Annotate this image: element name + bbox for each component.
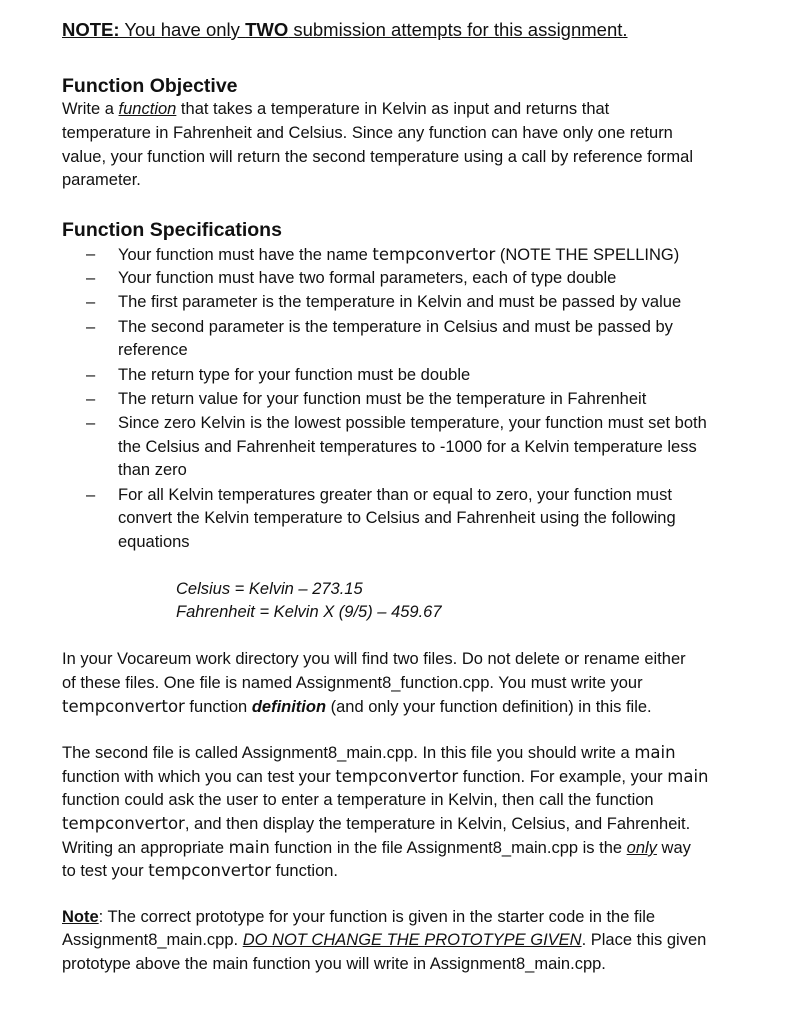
only-emphasis: only	[626, 839, 657, 857]
para2-l2-code2: main	[667, 767, 709, 786]
note-label: NOTE:	[62, 19, 120, 40]
para2-l2-code1: tempconvertor	[335, 767, 459, 786]
para3-line-2	[62, 929, 706, 952]
para1-l3-b: (and only your function definition) in this file.	[326, 698, 652, 716]
para2-l5-c: way	[656, 839, 691, 857]
bullet-dash: –	[86, 318, 96, 336]
note-banner	[62, 17, 628, 43]
para2-l4-a: , and then display the temperature in Kelvin, Celsius, and Fahrenheit.	[184, 815, 691, 833]
specs-heading: Function Specifications	[62, 219, 282, 241]
para2-l4-code: tempconvertor	[62, 814, 185, 833]
note-emphasis: TWO	[245, 19, 289, 40]
spec-bullet-5: The return type for your function must be double	[118, 366, 471, 384]
para1-line-1: In your Vocareum work directory you will find two files. Do not delete or rename either	[62, 650, 686, 668]
para3-l2-b: . Place this given	[581, 931, 707, 949]
objective-line-1	[62, 98, 609, 121]
para2-l5-a: Writing an appropriate	[62, 839, 229, 857]
para2-line-3: function could ask the user to enter a temperature in Kelvin, then call the function	[62, 791, 654, 809]
spec-bullet-4-line-1: The second parameter is the temperature in Celsius and must be passed by	[118, 318, 673, 336]
para3-line-3: prototype above the main function you will write in Assignment8_main.cpp.	[62, 955, 606, 973]
bullet-dash: –	[86, 269, 96, 287]
bullet-dash: –	[86, 414, 96, 432]
para2-l2-a: function with which you can test your	[62, 768, 336, 786]
bullet-dash: –	[86, 390, 96, 408]
para2-l5-code: main	[228, 838, 270, 857]
definition-emphasis: definition	[251, 698, 327, 716]
spec-bullet-4-line-2: reference	[118, 341, 188, 359]
spec-bullet-3: The first parameter is the temperature in Kelvin and must be passed by value	[118, 293, 682, 311]
para3-l2-a: Assignment8_main.cpp.	[62, 931, 243, 949]
spec-b1-code: tempconvertor	[372, 245, 496, 264]
note-label-2: Note	[62, 908, 99, 926]
bullet-dash: –	[86, 486, 96, 504]
para1-line-2: of these files. One file is named Assignment8_function.cpp. You must write your	[62, 674, 643, 692]
para3-line-1	[62, 906, 655, 929]
para2-line-2	[62, 765, 709, 789]
objective-l1-b: that takes a temperature in Kelvin as input and returns that	[176, 100, 610, 118]
para2-l1-a: The second file is called Assignment8_main.cpp. In this file you should write a	[62, 744, 635, 762]
spec-bullet-7-line-1: Since zero Kelvin is the lowest possible temperature, your function must set both	[118, 414, 707, 432]
para2-line-6	[62, 859, 338, 883]
fahrenheit-formula: Fahrenheit = Kelvin X (9/5) – 459.67	[176, 603, 442, 621]
para2-line-4	[62, 812, 690, 836]
para2-l5-b: function in the file Assignment8_main.cpp is the	[269, 839, 627, 857]
spec-bullet-2: Your function must have two formal parameters, each of type double	[118, 269, 617, 287]
para1-line-3	[62, 695, 652, 719]
para1-code: tempconvertor	[62, 697, 185, 716]
spec-bullet-8-line-2: convert the Kelvin temperature to Celsius and Fahrenheit using the following	[118, 509, 676, 527]
spec-bullet-8-line-1: For all Kelvin temperatures greater than or equal to zero, your function must	[118, 486, 672, 504]
para2-l6-a: to test your	[62, 862, 149, 880]
para3-l1-a: : The correct prototype for your function is given in the starter code in the file	[98, 908, 656, 926]
bullet-dash: –	[86, 366, 96, 384]
spec-bullet-8-line-3: equations	[118, 533, 190, 551]
spec-bullet-7-line-3: than zero	[118, 461, 187, 479]
para2-l1-code: main	[634, 743, 676, 762]
objective-line-2: temperature in Fahrenheit and Celsius. Since any function can have only one return	[62, 124, 673, 142]
para2-line-5	[62, 836, 691, 860]
para2-l6-code: tempconvertor	[148, 861, 272, 880]
para1-l3-a: function	[184, 698, 252, 716]
objective-heading: Function Objective	[62, 75, 238, 97]
do-not-change-emphasis: DO NOT CHANGE THE PROTOTYPE GIVEN	[242, 931, 582, 949]
spec-b1-a: Your function must have the name	[118, 246, 373, 264]
para2-l2-b: function. For example, your	[458, 768, 668, 786]
para2-l6-b: function.	[271, 862, 339, 880]
function-term: function	[118, 100, 177, 118]
para2-line-1	[62, 741, 676, 765]
bullet-dash: –	[86, 245, 96, 263]
note-text-a: You have only	[119, 19, 246, 40]
objective-line-4: parameter.	[62, 171, 141, 189]
celsius-formula: Celsius = Kelvin – 273.15	[176, 580, 363, 598]
objective-line-3: value, your function will return the second temperature using a call by reference formal	[62, 148, 693, 166]
spec-bullet-7-line-2: the Celsius and Fahrenheit temperatures to -1000 for a Kelvin temperature less	[118, 438, 697, 456]
spec-bullet-1	[118, 243, 679, 267]
spec-b1-b: (NOTE THE SPELLING)	[495, 246, 680, 264]
note-text-b: submission attempts for this assignment.	[288, 19, 628, 40]
spec-bullet-6: The return value for your function must be the temperature in Fahrenheit	[118, 390, 647, 408]
bullet-dash: –	[86, 293, 96, 311]
objective-l1-a: Write a	[62, 100, 119, 118]
